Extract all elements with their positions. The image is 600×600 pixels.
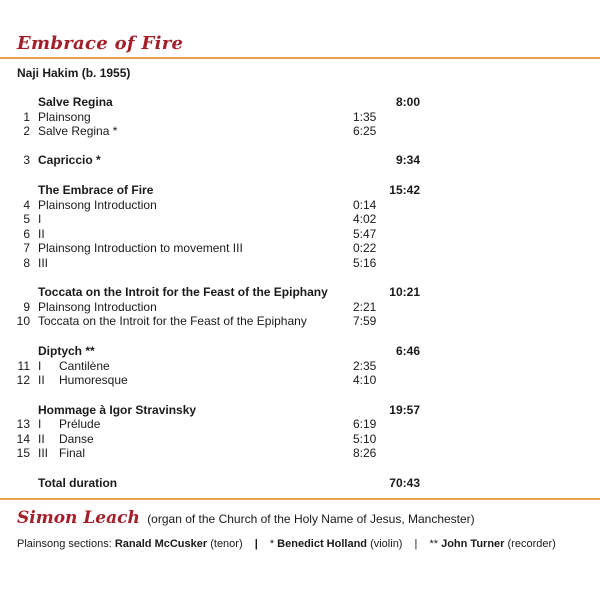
track-row [0,227,600,242]
credits-separator: | [414,538,418,550]
track-number: 15 [16,446,30,460]
work-title: Toccata on the Introit for the Feast of the Epiphany [38,285,328,299]
work-title: Diptych ** [38,344,95,358]
track-title: Plainsong [38,110,91,124]
total-duration-row [0,476,600,491]
work-heading [0,403,600,418]
work-total: 19:57 [389,403,420,417]
movement-number: II [38,373,45,387]
track-time: 8:26 [353,446,377,460]
work-title: Hommage à Igor Stravinsky [38,403,197,417]
track-row [0,212,600,227]
movement-number: I [38,417,42,431]
track-row [0,359,600,374]
movement-number: III [38,446,49,460]
track-time: 1:35 [353,110,377,124]
track-row [0,446,600,461]
track-row [0,110,600,125]
performer3-name: John Turner [441,538,505,550]
track-title: Plainsong Introduction to movement III [38,241,243,255]
marker-single-asterisk: * [269,538,275,550]
track-number: 5 [23,212,30,226]
performer-name: Simon Leach [17,508,140,528]
track-title: Plainsong Introduction [38,300,157,314]
track-number: 7 [23,241,30,255]
singer1-name: Ranald McCusker [114,538,208,550]
track-title: Danse [59,432,94,446]
total-duration-label: Total duration [38,476,118,490]
marker-double-asterisk: ** [429,538,439,550]
movement-number: I [38,359,42,373]
performer-line [17,508,475,528]
total-duration-value: 70:43 [389,476,420,490]
track-time: 4:02 [353,212,377,226]
track-number: 13 [16,417,30,431]
credits-separator: | [254,538,258,550]
track-time: 5:16 [353,256,377,270]
track-row [0,417,600,432]
track-title: II [38,227,45,241]
work-total: 10:21 [389,285,420,299]
work-title: The Embrace of Fire [38,183,154,197]
work-title: Capriccio * [38,153,101,167]
track-time: 7:59 [353,314,377,328]
work-heading [0,344,600,359]
track-row [0,256,600,271]
track-number: 8 [23,256,30,270]
track-title: Prélude [59,417,101,431]
track-title: III [38,256,49,270]
bottom-divider [0,498,600,500]
track-time: 5:10 [353,432,377,446]
work-heading [0,153,600,168]
track-title: Cantilène [59,359,110,373]
track-time: 6:25 [353,124,377,138]
track-number: 11 [17,359,30,373]
track-number: 9 [23,300,30,314]
track-title: Salve Regina * [38,124,118,138]
credits-prefix: Plainsong sections: [17,538,112,550]
track-number: 1 [23,110,30,124]
composer: Naji Hakim (b. 1955) [17,66,131,80]
work-heading [0,95,600,110]
track-number: 10 [16,314,30,328]
performer-detail: (organ of the Church of the Holy Name of Jesus, Manchester) [147,512,475,526]
work-total: 8:00 [395,95,420,109]
track-row [0,373,600,388]
track-time: 2:35 [353,359,377,373]
track-time: 2:21 [353,300,377,314]
track-number: 2 [23,124,30,138]
work-title: Salve Regina [38,95,113,109]
track-number: 4 [23,198,30,212]
work-heading [0,183,600,198]
work-heading [0,285,600,300]
track-title: I [38,212,42,226]
track-number: 6 [23,227,30,241]
track-row [0,300,600,315]
performer2-name: Benedict Holland [277,538,368,550]
work-total: 9:34 [395,153,420,167]
credits-line [17,538,556,550]
track-time: 5:47 [353,227,377,241]
track-row [0,124,600,139]
track-title: Plainsong Introduction [38,198,157,212]
track-number: 12 [16,373,30,387]
track-time: 6:19 [353,417,377,431]
work-total: 15:42 [389,183,420,197]
track-row [0,198,600,213]
performer3-role: (recorder) [507,538,556,550]
album-title: Embrace of Fire [17,33,184,54]
track-time: 0:14 [353,198,377,212]
track-number: 14 [16,432,30,446]
track-row [0,241,600,256]
track-title: Final [59,446,86,460]
movement-number: II [38,432,45,446]
track-row [0,432,600,447]
track-number: 3 [23,153,30,167]
track-time: 4:10 [353,373,377,387]
work-total: 6:46 [395,344,420,358]
track-row [0,314,600,329]
performer2-role: (violin) [370,538,403,550]
track-title: Toccata on the Introit for the Feast of the Epiphany [38,314,307,328]
track-time: 0:22 [353,241,377,255]
track-title: Humoresque [59,373,128,387]
singer1-role: (tenor) [210,538,243,550]
